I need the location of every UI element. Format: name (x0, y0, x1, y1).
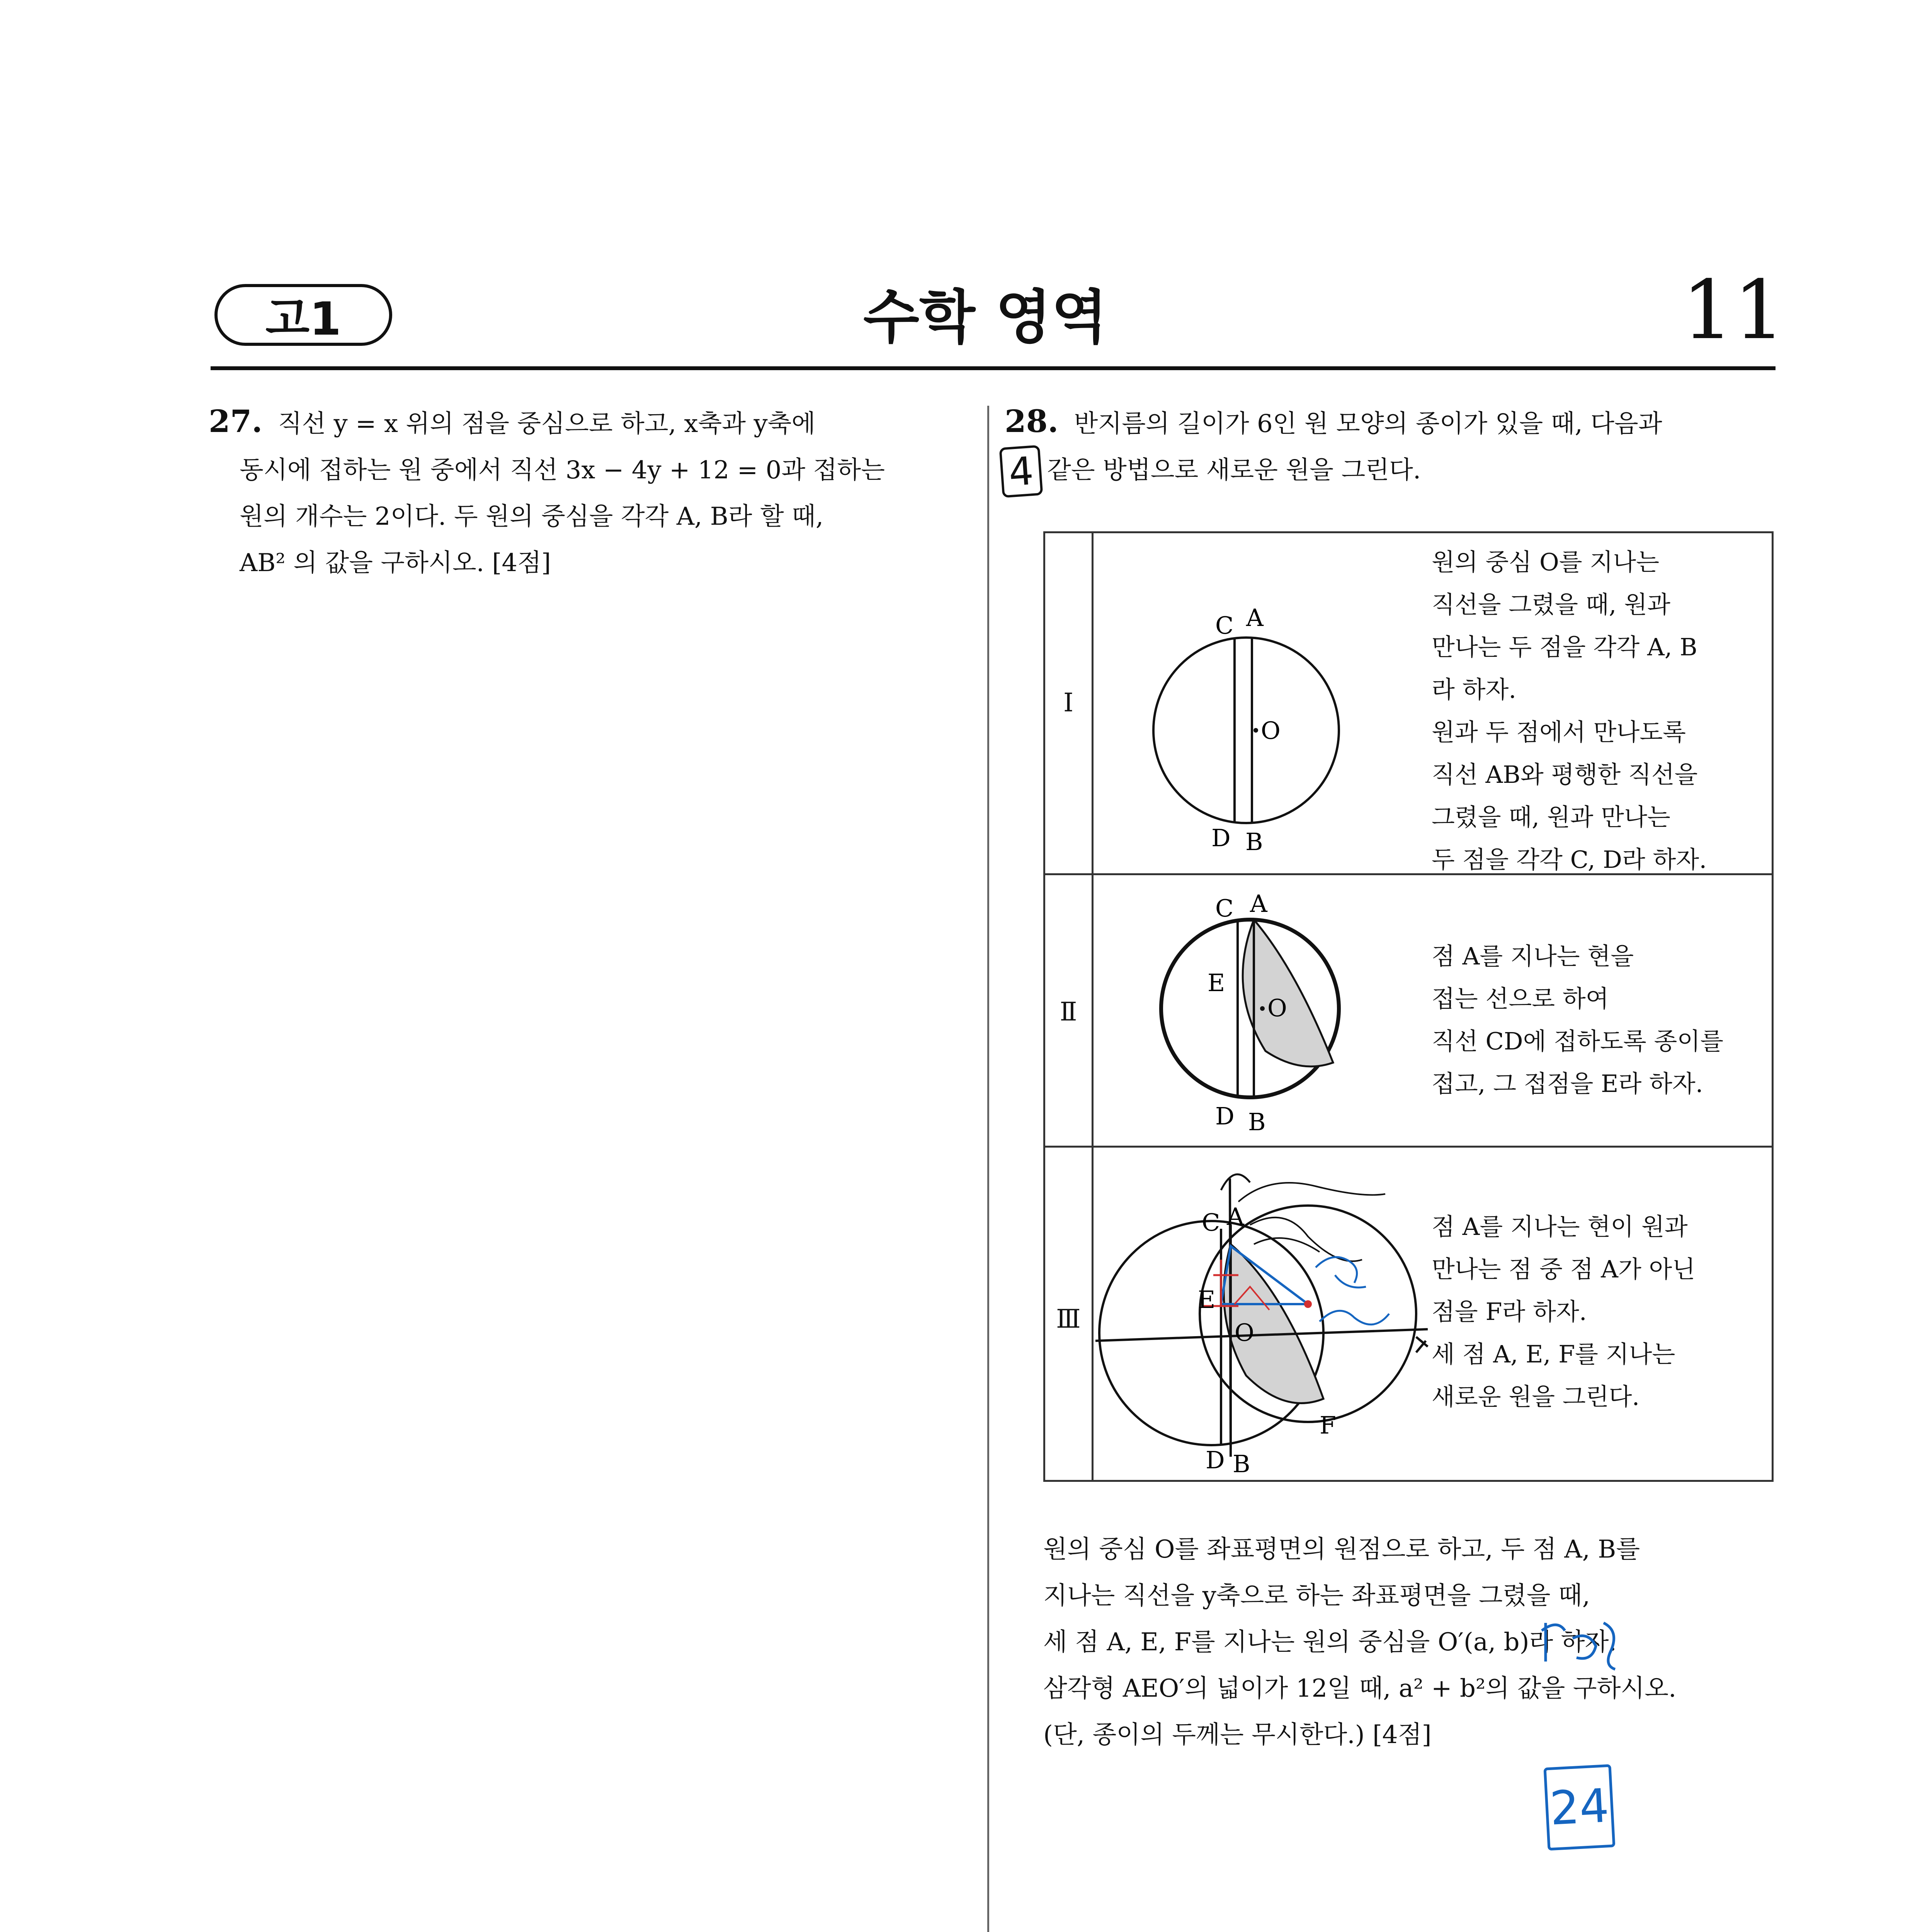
handwritten-point-oprime (1304, 1300, 1312, 1308)
step-1-text: 그렸을 때, 원과 만나는 (1432, 803, 1670, 831)
step-1-text: 직선을 그렸을 때, 원과 (1432, 590, 1670, 619)
step-3-description (1432, 1206, 1772, 1418)
question-27-line: AB² 의 값을 구하시오. [4점] (240, 549, 551, 577)
step-1-text: 직선 AB와 평행한 직선을 (1432, 760, 1698, 789)
step-3-label-e: E (1198, 1286, 1216, 1314)
step-2-text: 접고, 그 접점을 E라 하자. (1432, 1070, 1703, 1098)
question-28-number: 28. (1005, 403, 1059, 439)
step-1-text: 원과 두 점에서 만나도록 (1432, 718, 1686, 746)
step-1-circle (1153, 638, 1339, 823)
step-3-text: 점을 F라 하자. (1432, 1298, 1587, 1326)
step-1-figure (1138, 580, 1354, 858)
step-3-text: 세 점 A, E, F를 지나는 (1432, 1340, 1675, 1368)
step-3-figure (1068, 1151, 1432, 1480)
handwritten-blue-note-strokes (1542, 1623, 1615, 1669)
question-27-line: 동시에 접하는 원 중에서 직선 3x − 4y + 12 = 0과 접하는 (240, 456, 885, 485)
step-1-text: 라 하자. (1432, 675, 1517, 704)
column-divider (987, 406, 989, 1932)
step-1-text: 만나는 두 점을 각각 A, B (1432, 633, 1697, 661)
step-1-label-d: D (1211, 824, 1231, 852)
question-28-intro-line: 같은 방법으로 새로운 원을 그린다. (1047, 456, 1421, 485)
grade-badge (214, 284, 392, 346)
question-27-line: 원의 개수는 2이다. 두 원의 중심을 각각 A, B라 할 때, (240, 502, 824, 531)
question-28-line: 원의 중심 O를 좌표평면의 원점으로 하고, 두 점 A, B를 (1043, 1535, 1640, 1564)
step-1-description (1432, 541, 1772, 881)
question-27 (209, 398, 962, 586)
page-title: 수학 영역 (863, 284, 1107, 351)
handwritten-answer-mark-text: 4 (1007, 448, 1035, 495)
handwritten-x-axis-arrow (1416, 1337, 1428, 1352)
grade-label: 고1 (265, 292, 342, 345)
question-28-line: (단, 종이의 두께는 무시한다.) [4점] (1043, 1721, 1432, 1749)
step-2-label-o: O (1267, 994, 1287, 1022)
header-divider (211, 366, 1776, 370)
step-3-label-d: D (1206, 1446, 1225, 1474)
step-2-text: 직선 CD에 접하도록 종이를 (1432, 1027, 1724, 1055)
step-3-label-b: B (1233, 1450, 1250, 1478)
step-1-label-a: A (1246, 604, 1264, 632)
question-28-line: 삼각형 AEO′의 넓이가 12일 때, a² + b²의 값을 구하시오. (1043, 1674, 1677, 1703)
handwritten-blue-note (1538, 1607, 1623, 1677)
step-3-roman: Ⅲ (1056, 1304, 1081, 1334)
handwritten-answer-mark (999, 445, 1043, 498)
page-number: 11 (1682, 263, 1785, 357)
step-2-text: 접는 선으로 하여 (1432, 985, 1609, 1013)
step-3-text: 점 A를 지나는 현이 원과 (1432, 1213, 1688, 1241)
handwritten-final-answer-text: 24 (1548, 1779, 1611, 1836)
step-2-label-a: A (1250, 889, 1267, 918)
step-1-roman: Ⅰ (1063, 688, 1074, 718)
step-2-text: 점 A를 지나는 현을 (1432, 942, 1634, 970)
steps-table (1043, 531, 1774, 1482)
step-2-center-dot (1260, 1006, 1265, 1011)
handwritten-blue-ab (1320, 1311, 1389, 1325)
step-2-label-c: C (1215, 894, 1234, 922)
question-28-intro-line: 반지름의 길이가 6인 원 모양의 종이가 있을 때, 다음과 (1074, 410, 1662, 438)
question-28-body (1043, 1526, 1777, 1758)
step-3-label-o: O (1235, 1318, 1254, 1347)
question-27-number: 27. (209, 403, 263, 439)
question-28-line: 지나는 직선을 y축으로 하는 좌표평면을 그렸을 때, (1043, 1582, 1590, 1610)
question-28-line: 세 점 A, E, F를 지나는 원의 중심을 O′(a, b)라 하자. (1043, 1628, 1617, 1656)
step-2-label-b: B (1248, 1108, 1266, 1136)
step-1-text: 두 점을 각각 C, D라 하자. (1432, 845, 1707, 874)
step-1-text: 원의 중심 O를 지나는 (1432, 548, 1660, 576)
step-2-description (1432, 935, 1772, 1105)
handwritten-final-answer (1543, 1764, 1615, 1851)
step-1-label-c: C (1215, 611, 1234, 639)
step-3-text: 만나는 점 중 점 A가 아닌 (1432, 1255, 1696, 1283)
step-2-label-d: D (1215, 1102, 1235, 1130)
handwritten-blue-annotation (1316, 1257, 1366, 1287)
handwritten-y-axis-arrow (1221, 1174, 1250, 1190)
step-2-figure (1138, 881, 1354, 1144)
step-2-folded-region (1243, 920, 1333, 1066)
step-1-center-dot (1253, 728, 1258, 733)
step-3-label-c: C (1202, 1208, 1220, 1236)
step-3-label-f: F (1320, 1411, 1337, 1439)
step-2-label-e: E (1208, 969, 1225, 997)
question-28 (1005, 398, 1777, 493)
step-3-label-a: A (1227, 1202, 1244, 1231)
step-1-label-b: B (1245, 828, 1263, 856)
steps-table-row-rule (1045, 1146, 1772, 1148)
step-2-roman: Ⅱ (1060, 997, 1077, 1027)
step-3-text: 새로운 원을 그린다. (1432, 1383, 1640, 1411)
question-27-line: 직선 y = x 위의 점을 중심으로 하고, x축과 y축에 (278, 410, 816, 438)
step-1-label-o: O (1261, 716, 1281, 745)
